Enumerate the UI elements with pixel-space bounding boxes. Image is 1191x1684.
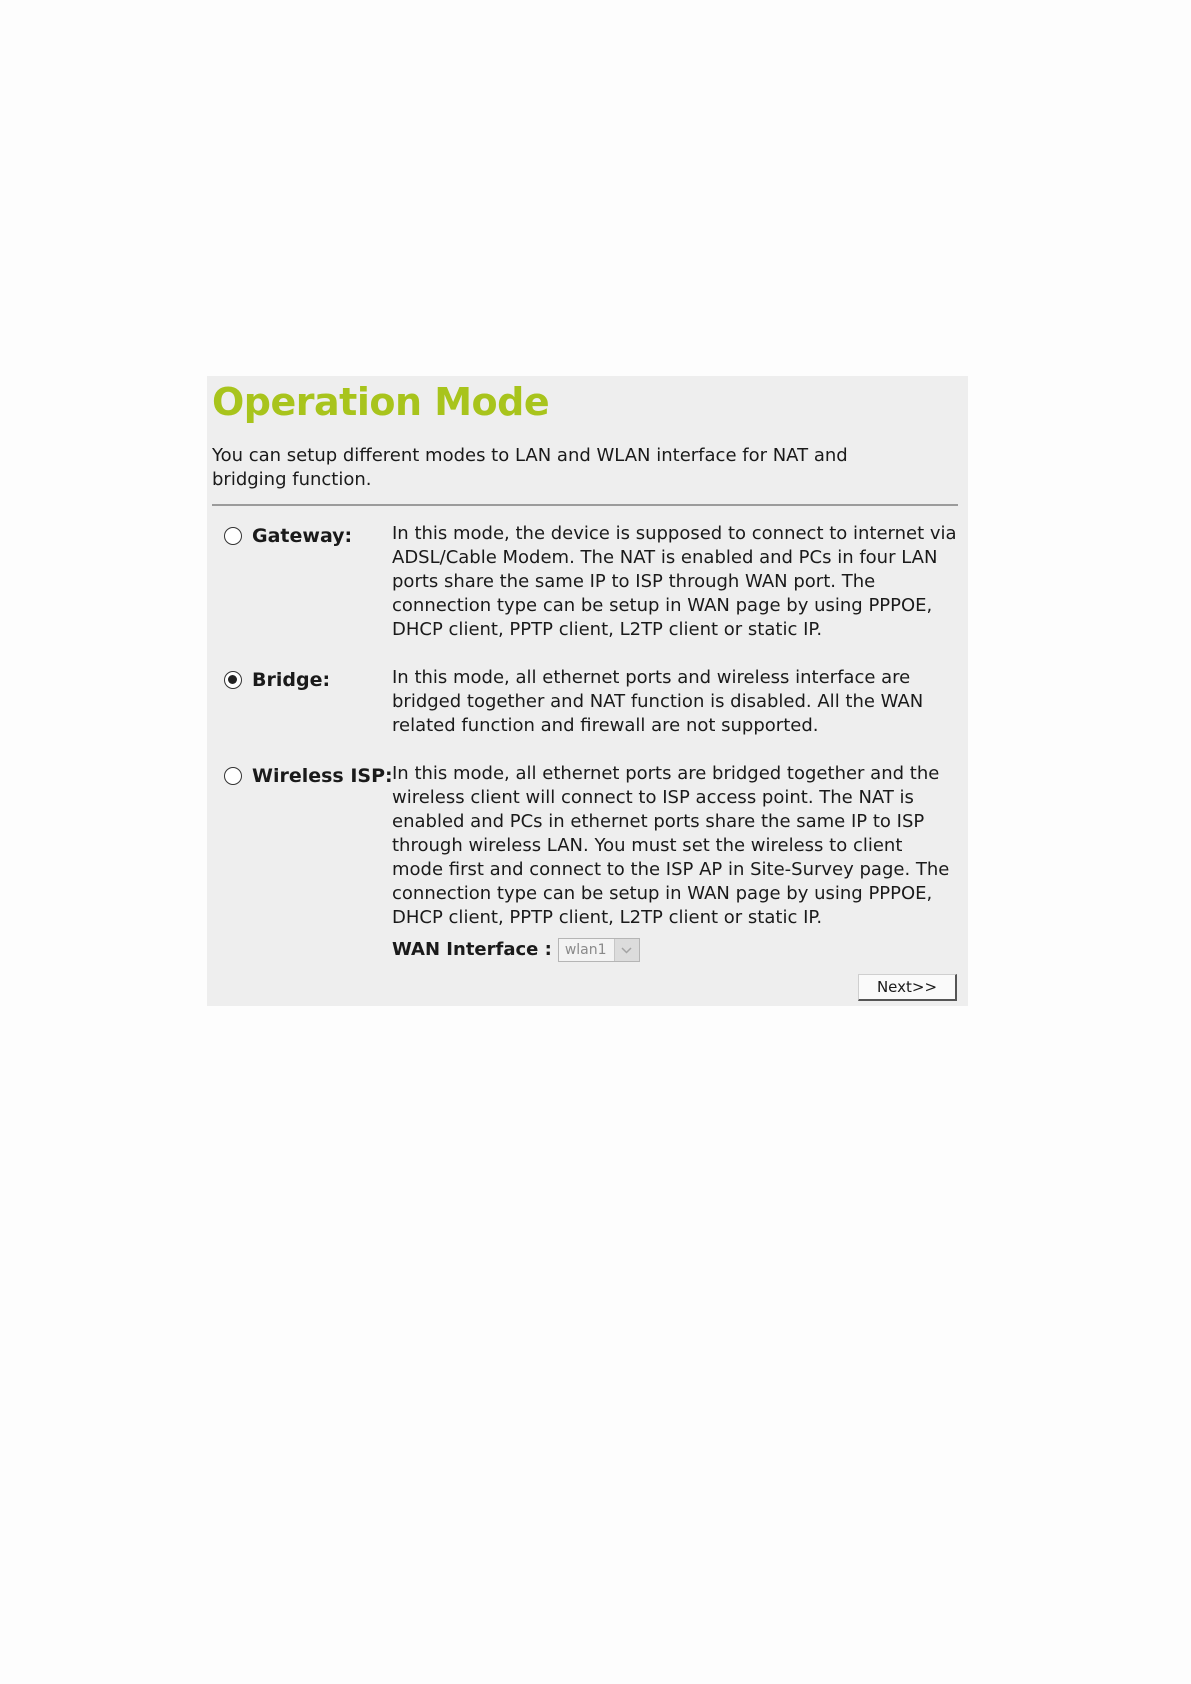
mode-option-gateway[interactable] bbox=[212, 522, 392, 548]
wireless-isp-description: In this mode, all ethernet ports are bridged together and the wireless client will connect to ISP access point. The NAT is enabled and PCs in ethernet ports share the same IP to ISP through wireless LAN. You must set the wireless to client mode first and connect to the ISP AP in Site-Survey page. The connection type can be setup in WAN page by using PPPOE, DHCP client, PPTP client, L2TP client or static IP. bbox=[392, 763, 950, 928]
operation-mode-panel bbox=[207, 376, 968, 1006]
page-title: Operation Mode bbox=[212, 380, 550, 424]
bridge-radio[interactable] bbox=[224, 671, 242, 689]
mode-option-wireless-isp[interactable] bbox=[212, 762, 392, 788]
wireless-isp-radio[interactable] bbox=[224, 767, 242, 785]
gateway-description: In this mode, the device is supposed to connect to internet via ADSL/Cable Modem. The NAT is enabled and PCs in four LAN ports share the same IP to ISP through WAN port. The connection type can be setup in WAN page by using PPPOE, DHCP client, PPTP client, L2TP client or static IP. bbox=[392, 523, 957, 640]
mode-row-bridge bbox=[212, 666, 958, 738]
mode-option-bridge[interactable] bbox=[212, 666, 392, 692]
wan-interface-label: WAN Interface : bbox=[392, 939, 552, 960]
wireless-isp-label[interactable]: Wireless ISP: bbox=[252, 765, 393, 787]
wan-interface-row bbox=[392, 938, 958, 962]
mode-row-wireless-isp bbox=[212, 762, 958, 930]
bridge-description: In this mode, all ethernet ports and wireless interface are bridged together and NAT function is disabled. All the WAN related function and firewall are not supported. bbox=[392, 667, 924, 736]
chevron-down-icon-glyph bbox=[621, 947, 632, 954]
wan-interface-select[interactable] bbox=[558, 938, 640, 962]
divider bbox=[212, 504, 958, 506]
gateway-label[interactable]: Gateway: bbox=[252, 525, 353, 547]
gateway-radio[interactable] bbox=[224, 527, 242, 545]
mode-row-gateway bbox=[212, 522, 958, 642]
bridge-label[interactable]: Bridge: bbox=[252, 669, 331, 691]
chevron-down-icon[interactable] bbox=[614, 939, 639, 961]
wan-interface-value: wlan1 bbox=[564, 942, 607, 958]
next-button[interactable]: Next>> bbox=[858, 974, 957, 1001]
page-intro: You can setup different modes to LAN and WLAN interface for NAT and bridging function. bbox=[212, 445, 848, 490]
